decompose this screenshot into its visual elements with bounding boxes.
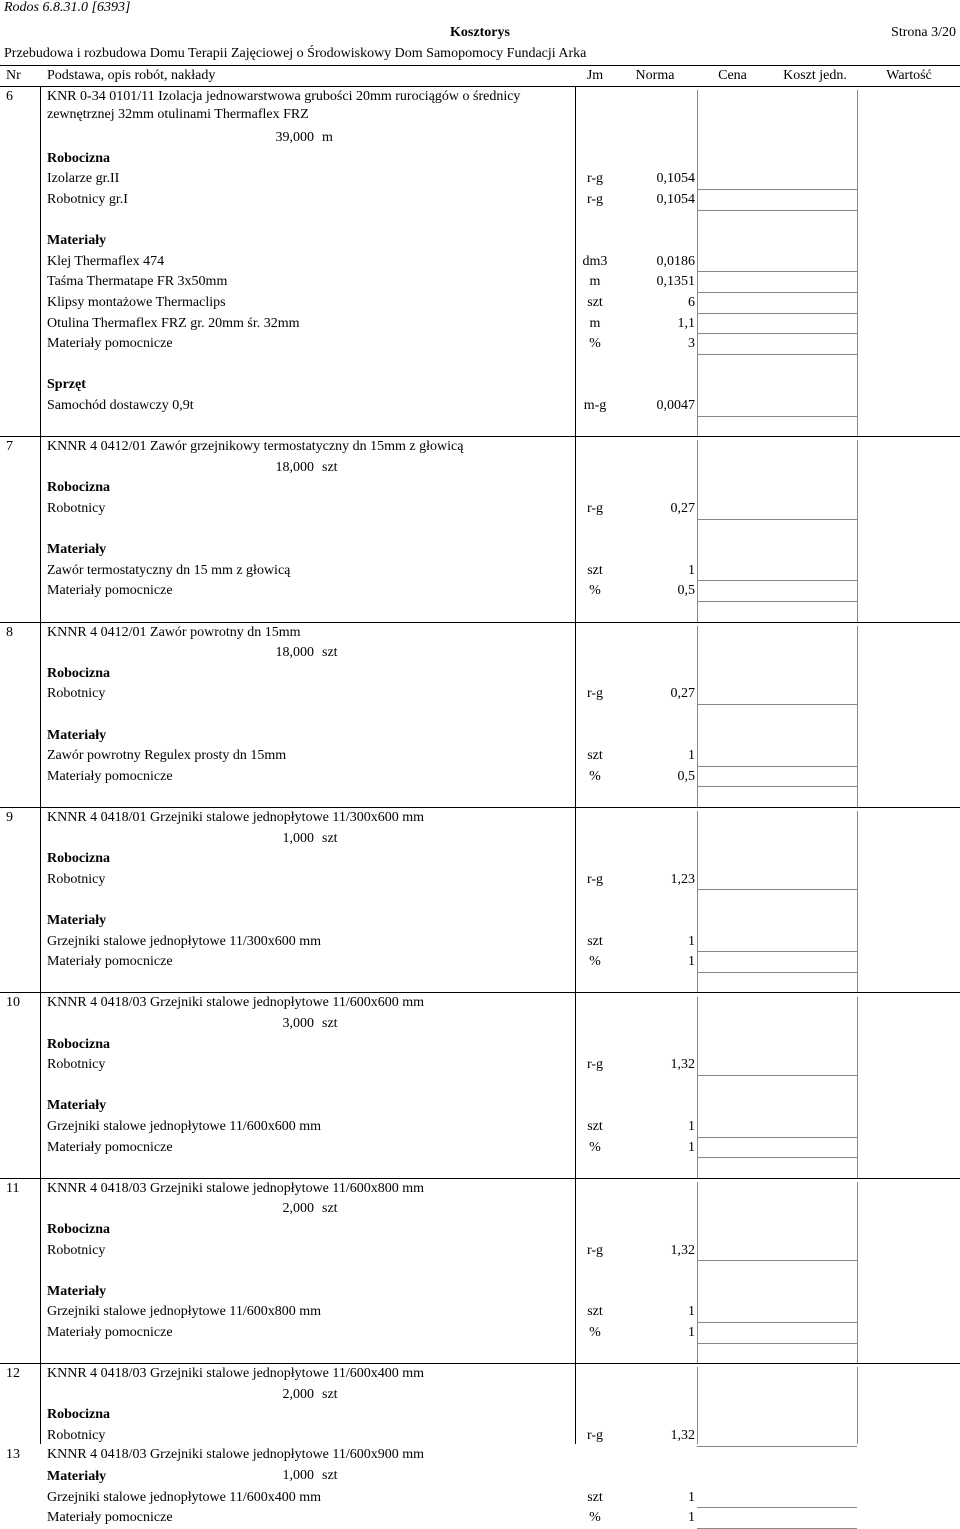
resource-unit: szt	[587, 1304, 603, 1319]
row-rule	[697, 210, 857, 211]
resource-name: Robotnicy	[47, 1428, 106, 1443]
resource-name: Robotnicy	[47, 501, 106, 516]
resource-norm: 0,27	[670, 501, 695, 516]
resource-name: Grzejniki stalowe jednopłytowe 11/600x600 mm	[47, 1119, 321, 1134]
section-heading: Robocizna	[47, 480, 110, 495]
resource-norm: 1,32	[670, 1243, 695, 1258]
position-quantity-unit: szt	[322, 645, 338, 660]
resource-name: Robotnicy	[47, 1057, 106, 1072]
resource-unit: dm3	[582, 254, 608, 269]
resource-norm: 0,27	[670, 686, 695, 701]
position-quantity-unit: szt	[322, 1387, 338, 1402]
column-rule	[40, 1363, 41, 1444]
resource-norm: 1,32	[670, 1428, 695, 1443]
resource-unit: r-g	[586, 171, 604, 186]
position-quantity-unit: m	[322, 130, 333, 145]
resource-unit: %	[589, 583, 601, 598]
col-desc: Podstawa, opis robót, nakłady	[47, 68, 216, 83]
resource-name: Grzejniki stalowe jednopłytowe 11/300x600 mm	[47, 934, 321, 949]
resource-name: Taśma Thermatape FR 3x50mm	[47, 274, 228, 289]
resource-unit: r-g	[586, 1057, 604, 1072]
position-rule	[0, 1178, 960, 1179]
resource-norm: 0,0186	[656, 254, 695, 269]
position-title: KNNR 4 0412/01 Zawór grzejnikowy termostatyczny dn 15mm z głowicą	[47, 439, 464, 454]
resource-name: Otulina Thermaflex FRZ gr. 20mm śr. 32mm	[47, 316, 300, 331]
resource-unit: r-g	[586, 192, 604, 207]
column-rule	[575, 86, 576, 436]
position-quantity-unit: szt	[322, 460, 338, 475]
header-top-rule	[0, 65, 960, 66]
resource-norm: 1	[688, 748, 695, 763]
column-rule	[575, 622, 576, 807]
column-rule	[575, 1178, 576, 1363]
column-rule	[575, 807, 576, 992]
row-rule	[697, 189, 857, 190]
col-unit-cost: Koszt jedn.	[783, 68, 847, 83]
resource-unit: %	[589, 954, 601, 969]
cost-rule	[857, 90, 858, 436]
row-rule	[697, 292, 857, 293]
resource-norm: 1,32	[670, 1057, 695, 1072]
resource-unit: szt	[587, 1490, 603, 1505]
position-quantity-unit: szt	[322, 1201, 338, 1216]
position-number: 13	[6, 1447, 20, 1462]
position-title: KNNR 4 0418/03 Grzejniki stalowe jednopłytowe 11/600x900 mm	[47, 1447, 425, 1462]
section-heading: Robocizna	[47, 666, 110, 681]
table-top-rule	[0, 86, 960, 87]
resource-name: Materiały pomocnicze	[47, 583, 173, 598]
row-rule	[697, 889, 857, 890]
resource-name: Zawór powrotny Regulex prosty dn 15mm	[47, 748, 287, 763]
col-nr: Nr	[6, 68, 21, 83]
position-rule	[0, 1363, 960, 1364]
row-rule	[697, 1446, 857, 1447]
resource-unit: %	[589, 1510, 601, 1525]
section-heading: Sprzęt	[47, 377, 86, 392]
col-unit: Jm	[586, 68, 604, 83]
position-title: KNNR 4 0418/03 Grzejniki stalowe jednopłytowe 11/600x800 mm	[47, 1181, 425, 1196]
norm-rule	[697, 1182, 698, 1363]
resource-unit: %	[589, 769, 601, 784]
resource-norm: 1	[688, 1119, 695, 1134]
resource-name: Zawór termostatyczny dn 15 mm z głowicą	[47, 563, 291, 578]
column-rule	[40, 807, 41, 992]
row-rule	[697, 519, 857, 520]
position-rule	[0, 807, 960, 808]
section-heading: Materiały	[47, 233, 107, 248]
resource-unit: r-g	[586, 1243, 604, 1258]
row-rule	[697, 1343, 857, 1344]
position-quantity-unit: szt	[322, 1468, 338, 1483]
section-heading: Materiały	[47, 1469, 107, 1484]
resource-norm: 0,5	[677, 769, 695, 784]
column-rule	[575, 1363, 576, 1444]
position-number: 7	[6, 439, 13, 454]
section-heading: Robocizna	[47, 1222, 110, 1237]
resource-name: Materiały pomocnicze	[47, 1510, 173, 1525]
row-rule	[697, 766, 857, 767]
norm-rule	[697, 997, 698, 1178]
position-number: 8	[6, 625, 13, 640]
position-title: KNNR 4 0418/01 Grzejniki stalowe jednopłytowe 11/300x600 mm	[47, 810, 425, 825]
row-rule	[697, 580, 857, 581]
position-title: KNNR 4 0418/03 Grzejniki stalowe jednopłytowe 11/600x600 mm	[47, 995, 425, 1010]
resource-unit: szt	[587, 934, 603, 949]
norm-rule	[697, 811, 698, 992]
row-rule	[697, 313, 857, 314]
resource-name: Materiały pomocnicze	[47, 336, 173, 351]
resource-norm: 1,23	[670, 872, 695, 887]
norm-rule	[697, 440, 698, 621]
resource-unit: r-g	[586, 872, 604, 887]
resource-name: Klipsy montażowe Thermaclips	[47, 295, 226, 310]
section-heading: Materiały	[47, 913, 107, 928]
column-rule	[40, 622, 41, 807]
resource-norm: 0,0047	[656, 398, 695, 413]
resource-name: Robotnicy	[47, 1243, 106, 1258]
row-rule	[697, 333, 857, 334]
position-title-cont: zewnętrznej 32mm otulinami Thermaflex FRZ	[47, 107, 309, 122]
resource-norm: 1	[688, 1510, 695, 1525]
resource-unit: r-g	[586, 501, 604, 516]
resource-name: Materiały pomocnicze	[47, 1325, 173, 1340]
row-rule	[697, 1137, 857, 1138]
resource-name: Samochód dostawczy 0,9t	[47, 398, 194, 413]
resource-unit: szt	[587, 295, 603, 310]
resource-norm: 1	[688, 1325, 695, 1340]
position-number: 9	[6, 810, 13, 825]
row-rule	[697, 1075, 857, 1076]
col-norm: Norma	[635, 68, 675, 83]
resource-norm: 0,5	[677, 583, 695, 598]
column-rule	[40, 1178, 41, 1363]
norm-rule	[697, 90, 698, 436]
position-quantity: 2,000	[282, 1387, 314, 1402]
position-number: 6	[6, 89, 13, 104]
resource-norm: 6	[688, 295, 695, 310]
column-rule	[40, 992, 41, 1177]
section-heading: Materiały	[47, 1098, 107, 1113]
resource-unit: %	[589, 1140, 601, 1155]
resource-norm: 1	[688, 1304, 695, 1319]
row-rule	[697, 786, 857, 787]
position-rule	[0, 622, 960, 623]
row-rule	[697, 1507, 857, 1508]
row-rule	[697, 354, 857, 355]
position-quantity: 39,000	[275, 130, 314, 145]
resource-unit: r-g	[586, 686, 604, 701]
position-title: KNNR 4 0418/03 Grzejniki stalowe jednopłytowe 11/600x400 mm	[47, 1366, 425, 1381]
column-rule	[40, 436, 41, 621]
position-quantity-unit: szt	[322, 1016, 338, 1031]
app-version: Rodos 6.8.31.0 [6393]	[4, 0, 131, 15]
position-number: 11	[6, 1181, 20, 1196]
row-rule	[697, 416, 857, 417]
resource-name: Grzejniki stalowe jednopłytowe 11/600x800 mm	[47, 1304, 321, 1319]
resource-unit: r-g	[586, 1428, 604, 1443]
resource-name: Robotnicy	[47, 872, 106, 887]
row-rule	[697, 972, 857, 973]
page-number: Strona 3/20	[891, 25, 956, 40]
section-heading: Robocizna	[47, 151, 110, 166]
cost-rule	[857, 997, 858, 1178]
resource-unit: m	[589, 316, 601, 331]
resource-name: Materiały pomocnicze	[47, 769, 173, 784]
column-rule	[575, 992, 576, 1177]
section-heading: Robocizna	[47, 851, 110, 866]
section-heading: Materiały	[47, 728, 107, 743]
resource-name: Materiały pomocnicze	[47, 1140, 173, 1155]
resource-norm: 1	[688, 954, 695, 969]
resource-name: Grzejniki stalowe jednopłytowe 11/600x400 mm	[47, 1490, 321, 1505]
resource-norm: 1	[688, 934, 695, 949]
position-quantity: 1,000	[282, 831, 314, 846]
position-title: KNR 0-34 0101/11 Izolacja jednowarstwowa grubości 20mm rurociągów o średnicy	[47, 89, 521, 104]
resource-norm: 1,1	[677, 316, 695, 331]
row-rule	[697, 704, 857, 705]
position-title: KNNR 4 0412/01 Zawór powrotny dn 15mm	[47, 625, 301, 640]
resource-norm: 3	[688, 336, 695, 351]
project-title: Przebudowa i rozbudowa Domu Terapii Zajęciowej o Środowiskowy Dom Samopomocy Fundacji Arka	[4, 46, 587, 61]
row-rule	[697, 271, 857, 272]
resource-norm: 0,1351	[656, 274, 695, 289]
column-rule	[40, 86, 41, 436]
resource-unit: m-g	[583, 398, 607, 413]
section-heading: Materiały	[47, 1284, 107, 1299]
column-rule	[575, 436, 576, 621]
resource-unit: m	[589, 274, 601, 289]
resource-name: Robotnicy gr.I	[47, 192, 128, 207]
section-heading: Robocizna	[47, 1037, 110, 1052]
resource-name: Klej Thermaflex 474	[47, 254, 165, 269]
cost-rule	[857, 1367, 858, 1444]
resource-name: Izolarze gr.II	[47, 171, 120, 186]
norm-rule	[697, 626, 698, 807]
resource-unit: szt	[587, 563, 603, 578]
position-quantity: 1,000	[282, 1468, 314, 1483]
position-rule	[0, 992, 960, 993]
row-rule	[697, 1322, 857, 1323]
position-quantity-unit: szt	[322, 831, 338, 846]
resource-unit: szt	[587, 1119, 603, 1134]
cost-rule	[857, 626, 858, 807]
cost-rule	[857, 811, 858, 992]
resource-norm: 0,1054	[656, 192, 695, 207]
position-quantity: 18,000	[275, 460, 314, 475]
section-heading: Materiały	[47, 542, 107, 557]
cost-rule	[857, 440, 858, 621]
norm-rule	[697, 1367, 698, 1444]
position-quantity: 2,000	[282, 1201, 314, 1216]
cost-rule	[857, 1182, 858, 1363]
resource-name: Robotnicy	[47, 686, 106, 701]
resource-unit: szt	[587, 748, 603, 763]
document-title: Kosztorys	[450, 25, 510, 40]
resource-unit: %	[589, 336, 601, 351]
position-number: 12	[6, 1366, 20, 1381]
row-rule	[697, 951, 857, 952]
resource-norm: 1	[688, 1490, 695, 1505]
row-rule	[697, 1260, 857, 1261]
position-quantity: 18,000	[275, 645, 314, 660]
resource-norm: 1	[688, 1140, 695, 1155]
row-rule	[697, 1157, 857, 1158]
col-price: Cena	[718, 68, 747, 83]
row-rule	[697, 601, 857, 602]
position-quantity: 3,000	[282, 1016, 314, 1031]
resource-norm: 0,1054	[656, 171, 695, 186]
col-value: Wartość	[886, 68, 932, 83]
resource-unit: %	[589, 1325, 601, 1340]
resource-norm: 1	[688, 563, 695, 578]
resource-name: Materiały pomocnicze	[47, 954, 173, 969]
section-heading: Robocizna	[47, 1407, 110, 1422]
position-rule	[0, 436, 960, 437]
position-number: 10	[6, 995, 20, 1010]
